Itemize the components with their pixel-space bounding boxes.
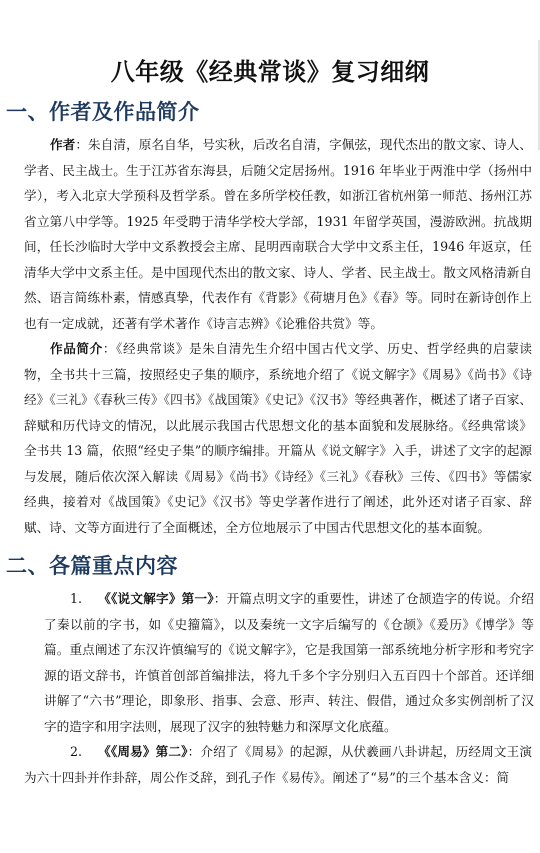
section-heading-key-content: 二、各篇重点内容: [6, 554, 178, 578]
section-heading-author-work: 一、作者及作品简介: [6, 100, 200, 124]
item-number: 2.: [70, 744, 83, 759]
document-title: 八年级《经典常谈》复习细纲: [110, 58, 430, 86]
list-item: [24, 739, 532, 790]
author-text: ：朱自清，原名自华，号实秋，后改名自清，字佩弦，现代杰出的散文家、诗人、学者、民主战士。生于江苏省东海县，后随父定居扬州。1916 年毕业于两淮中学（扬州中学），考入北京大学预科及哲学系。曾在多所学校任教，如浙江省杭州第一师范、扬州江苏省立第八中学等。1925 年受聘于清华学校大学部，1931 年留学英国，漫游欧洲。抗战期间，任长沙临时大学中文系教授会主席、昆明西南联合大学中文系主任，1946 年返京，任清华大学中文系主任。是中国现代杰出的散文家、诗人、学者、民主战士。散文风格清新自然、语言简练朴素，情感真挚，代表作有《背影》《荷塘月色》《春》等。同时在新诗创作上也有一定成就，还著有学术著作《诗言志辨》《论雅俗共赏》等。: [24, 137, 533, 331]
author-label: 作者: [50, 137, 76, 152]
work-intro-paragraph: [24, 336, 532, 540]
item-title: 《《周易》第二》: [98, 744, 188, 759]
item-number: 1.: [70, 591, 83, 606]
item-text: ：介绍了《周易》的起源，从伏羲画八卦讲起，历经周文王演为六十四卦并作卦辞，周公作爻辞，到孔子作《易传》。阐述了“易”的三个基本含义：简: [24, 744, 533, 785]
work-intro-label: 作品简介: [50, 341, 103, 356]
item-title: 《《说文解字》第一》: [98, 591, 214, 606]
item-text: ：开篇点明文字的重要性，讲述了仓颉造字的传说。介绍了秦以前的字书，如《史籀篇》，以及秦统一文字后编写的《仓颉》《爰历》《博学》等篇。重点阐述了东汉许慎编写的《说文解字》，它是我国第一部系统地分析字形和考究字源的语文辞书，许慎首创部首编排法，将九千多个字分别归入五百四十个部首。还详细讲解了“六书”理论，即象形、指事、会意、形声、转注、假借，通过众多实例剖析了汉字的造字和用字法则，展现了汉字的独特魅力和深厚文化底蕴。: [44, 591, 534, 734]
list-item: [44, 586, 534, 739]
author-paragraph: [24, 132, 532, 336]
work-intro-text: ：《经典常谈》是朱自清先生介绍中国古代文学、历史、哲学经典的启蒙读物，全书共十三篇，按照经史子集的顺序，系统地介绍了《说文解字》《周易》《尚书》《诗经》《三礼》《春秋三传》《四书》《战国策》《史记》《汉书》等经典著作，概述了诸子百家、辞赋和历代诗文的情况，以此展示我国古代思想文化的基本面貌和发展脉络。《经典常谈》全书共 13 篇，依照“经史子集”的顺序编排。开篇从《说文解字》入手，讲述了文字的起源与发展，随后依次深入解读《周易》《尚书》《诗经》《三礼》《春秋》三传、《四书》等儒家经典，接着对《战国策》《史记》《汉书》等史学著作进行了阐述，此外还对诸子百家、辞赋、诗、文等方面进行了全面概述，全方位地展示了中国古代思想文化的基本面貌。: [24, 341, 533, 535]
